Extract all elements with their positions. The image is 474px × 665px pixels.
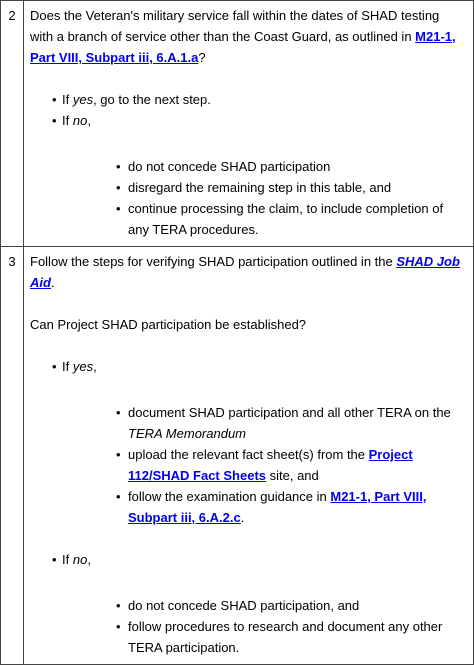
m21-1-reference-link[interactable]: M21-1, Part VIII, Subpart iii, 6.A.1.a	[30, 29, 456, 65]
list-item-if-no: • If no, • do not concede SHAD participation • disregard the remaining step in this table, and • continue processing the claim, to include completion of any TERA procedures.	[30, 110, 465, 240]
list-item: • follow procedures to research and document any other TERA participation.	[62, 616, 465, 658]
list-item-if-yes: • If yes, go to the next step.	[30, 89, 465, 110]
step-number: 2	[1, 1, 24, 247]
list-item-if-no: • If no, • do not concede SHAD participation, and • follow procedures to research and document any other TERA participation.	[30, 549, 465, 658]
list-item: • do not concede SHAD participation	[62, 156, 465, 177]
outcome-list	[30, 89, 465, 240]
no-actions-list	[62, 156, 465, 240]
table-row-step-3	[1, 247, 474, 665]
list-item: • upload the relevant fact sheet(s) from the Project 112/SHAD Fact Sheets site, and	[62, 444, 465, 486]
step-intro: Follow the steps for verifying SHAD participation outlined in the SHAD Job Aid.	[30, 254, 460, 290]
list-item: • continue processing the claim, to include completion of any TERA procedures.	[62, 198, 465, 240]
no-actions-list	[62, 595, 465, 658]
yes-actions-list	[62, 402, 465, 528]
list-item-if-yes: • If yes, • document SHAD participation and all other TERA on the TERA Memorandum • upload the relevant fact sheet(s) from the Project 112/SHAD Fact Sheets site, and • follow the examination guidance in M21-1, Part VIII, Subpart iii, 6.A.2.c.	[30, 356, 465, 549]
step-number: 3	[1, 247, 24, 665]
table-row-step-2	[1, 1, 474, 247]
list-item: • follow the examination guidance in M21-1, Part VIII, Subpart iii, 6.A.2.c.	[62, 486, 465, 528]
step-content	[24, 247, 474, 665]
fact-sheets-link[interactable]: Project 112/SHAD Fact Sheets	[128, 447, 413, 483]
step-question: Can Project SHAD participation be established?	[30, 317, 307, 332]
shad-job-aid-link[interactable]: SHAD Job Aid	[30, 254, 460, 290]
list-item: • document SHAD participation and all other TERA on the TERA Memorandum	[62, 402, 465, 444]
step-question: Does the Veteran's military service fall within the dates of SHAD testing with a branch of service other than the Coast Guard, as outlined in M21-1, Part VIII, Subpart iii, 6.A.1.a?	[30, 8, 456, 65]
list-item: • do not concede SHAD participation, and	[62, 595, 465, 616]
outcome-list	[30, 356, 465, 658]
list-item: • disregard the remaining step in this table, and	[62, 177, 465, 198]
step-content	[24, 1, 474, 247]
m21-1-reference-link[interactable]: M21-1, Part VIII, Subpart iii, 6.A.2.c	[128, 489, 427, 525]
